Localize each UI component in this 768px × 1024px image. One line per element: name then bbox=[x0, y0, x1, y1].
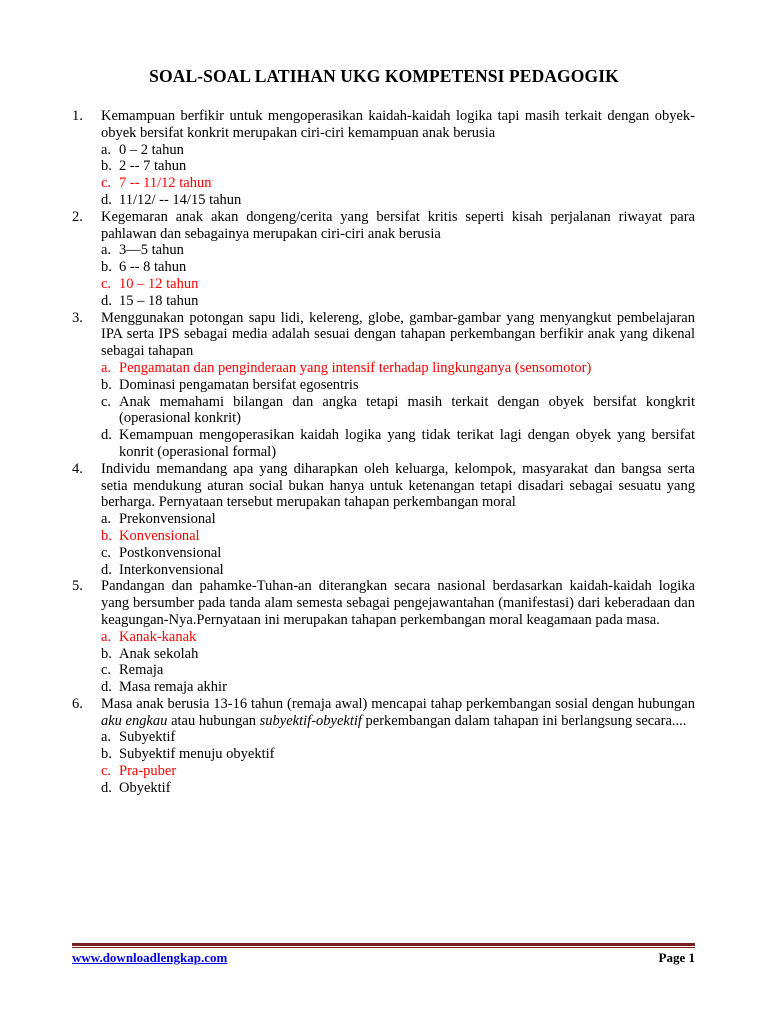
option-letter: b. bbox=[101, 158, 112, 175]
option-letter: c. bbox=[101, 662, 112, 679]
option-letter: b. bbox=[101, 645, 112, 662]
option-text: 2 -- 7 tahun bbox=[119, 158, 187, 175]
answer-option bbox=[101, 394, 695, 428]
option-letter: b. bbox=[101, 376, 112, 393]
question-text-part: perkembangan dalam tahapan ini berlangsung secara.... bbox=[361, 712, 687, 729]
question-item bbox=[72, 108, 695, 209]
answer-option bbox=[101, 679, 695, 696]
answer-option bbox=[101, 746, 695, 763]
option-text: 15 – 18 tahun bbox=[119, 292, 199, 309]
option-text: 10 – 12 tahun bbox=[119, 275, 199, 292]
question-item bbox=[72, 696, 695, 797]
question-number: 2. bbox=[72, 208, 83, 225]
option-letter: c. bbox=[101, 544, 112, 561]
option-text: Pengamatan dan penginderaan yang intensif terhadap lingkunganya (sensomotor) bbox=[119, 359, 592, 376]
option-letter: a. bbox=[101, 628, 112, 645]
option-text: 11/12/ -- 14/15 tahun bbox=[119, 191, 242, 208]
option-text: Pra-puber bbox=[119, 763, 177, 780]
question-text: Menggunakan potongan sapu lidi, kelereng, globe, gambar-gambar yang menyangkut pembelajaran IPA serta IPS sebagai media adalah sesuai dengan tahapan perkembangan berfikir anak yang dikenal sebagai tahapan bbox=[101, 309, 695, 360]
option-letter: a. bbox=[101, 242, 112, 259]
footer-divider bbox=[72, 943, 695, 946]
option-letter: a. bbox=[101, 141, 112, 158]
answer-option-correct bbox=[101, 276, 695, 293]
answer-option bbox=[101, 511, 695, 528]
question-item bbox=[72, 578, 695, 696]
option-text: Obyektif bbox=[119, 779, 171, 796]
option-text: Remaja bbox=[119, 662, 164, 679]
answer-option-correct bbox=[101, 629, 695, 646]
answer-option bbox=[101, 562, 695, 579]
option-letter: a. bbox=[101, 359, 112, 376]
option-text: 6 -- 8 tahun bbox=[119, 259, 187, 276]
option-text: Dominasi pengamatan bersifat egosentris bbox=[119, 376, 359, 393]
question-text: Individu memandang apa yang diharapkan oleh keluarga, kelompok, masyarakat dan bangsa serta setia mendukung aturan social bukan hanya untuk ketenangan tetapi disadari sebagai sesuatu yang berharga. Pernyataan tersebut merupakan tahapan perkembangan moral bbox=[101, 460, 695, 511]
answer-option-correct bbox=[101, 763, 695, 780]
question-number: 6. bbox=[72, 695, 83, 712]
question-text: Pandangan dan pahamke-Tuhan-an diterangkan secara nasional berdasarkan kaidah-kaidah logika yang bersumber pada tanda alam semesta sebagai pengejawantahan (manifestasi) dari keberadaan dan keagungan-Nya.Pernyataan ini merupakan tahapan perkembangan moral keagamaan pada masa. bbox=[101, 578, 695, 628]
option-letter: c. bbox=[101, 393, 112, 410]
answer-option bbox=[101, 242, 695, 259]
option-letter: a. bbox=[101, 729, 112, 746]
footer-website-link[interactable]: www.downloadlengkap.com bbox=[72, 950, 228, 965]
answer-option bbox=[101, 377, 695, 394]
option-text: Subyektif bbox=[119, 729, 176, 746]
answer-option bbox=[101, 662, 695, 679]
option-text: Subyektif menuju obyektif bbox=[119, 746, 275, 763]
question-text-italic: subyektif-obyektif bbox=[259, 712, 362, 729]
option-text: Konvensional bbox=[119, 527, 200, 544]
answer-option bbox=[101, 293, 695, 310]
footer-divider-thin bbox=[72, 947, 695, 948]
question-text-part: Masa anak berusia 13-16 tahun (remaja awal) mencapai tahap perkembangan sosial dengan hubungan bbox=[101, 695, 695, 712]
option-text: Interkonvensional bbox=[119, 561, 224, 578]
option-letter: a. bbox=[101, 511, 112, 528]
option-letter: d. bbox=[101, 427, 112, 444]
question-text: Kegemaran anak akan dongeng/cerita yang bersifat kritis seperti kisah perjalanan riwayat para pahlawan dan sebagainya merupakan ciri-ciri anak berusia bbox=[101, 208, 695, 242]
option-text: Prekonvensional bbox=[119, 511, 216, 528]
answer-option bbox=[101, 729, 695, 746]
question-number: 4. bbox=[72, 460, 83, 477]
option-letter: b. bbox=[101, 259, 112, 276]
answer-option bbox=[101, 427, 695, 461]
answer-option-correct bbox=[101, 175, 695, 192]
option-letter: d. bbox=[101, 292, 112, 309]
option-text: Masa remaja akhir bbox=[119, 679, 227, 696]
question-item bbox=[72, 461, 695, 579]
page-title: SOAL-SOAL LATIHAN UKG KOMPETENSI PEDAGOGIK bbox=[149, 66, 619, 86]
option-letter: c. bbox=[101, 763, 112, 780]
answer-option bbox=[101, 259, 695, 276]
answer-option bbox=[101, 545, 695, 562]
option-letter: b. bbox=[101, 527, 112, 544]
question-number: 5. bbox=[72, 578, 83, 595]
option-letter: c. bbox=[101, 175, 112, 192]
option-text: Anak memahami bilangan dan angka tetapi masih terkait dengan obyek bersifat kongkrit (operasional konkrit) bbox=[119, 393, 695, 427]
answer-option bbox=[101, 142, 695, 159]
option-letter: d. bbox=[101, 191, 112, 208]
question-list bbox=[72, 108, 695, 797]
question-text-italic: aku engkau bbox=[101, 712, 168, 729]
option-text: Kemampuan mengoperasikan kaidah logika yang tidak terikat lagi dengan obyek yang bersifat konrit (operasional formal) bbox=[119, 427, 695, 460]
option-text: Postkonvensional bbox=[119, 544, 222, 561]
question-number: 1. bbox=[72, 108, 83, 124]
page-number: Page 1 bbox=[658, 950, 695, 965]
option-letter: d. bbox=[101, 679, 112, 696]
answer-option-correct bbox=[101, 360, 695, 377]
answer-option bbox=[101, 780, 695, 797]
answer-option bbox=[101, 646, 695, 663]
answer-option bbox=[101, 158, 695, 175]
question-number: 3. bbox=[72, 309, 83, 326]
option-letter: b. bbox=[101, 746, 112, 763]
question-item bbox=[72, 310, 695, 461]
question-text: Kemampuan berfikir untuk mengoperasikan kaidah-kaidah logika tapi masih terkait dengan obyek-obyek bersifat konkrit merupakan ciri-ciri kemampuan anak berusia bbox=[101, 108, 695, 141]
option-text: 0 – 2 tahun bbox=[119, 141, 184, 158]
question-text-part: atau hubungan bbox=[167, 712, 260, 729]
question-item bbox=[72, 209, 695, 310]
option-text: 3—5 tahun bbox=[119, 242, 184, 259]
option-text: Kanak-kanak bbox=[119, 628, 197, 645]
option-text: 7 -- 11/12 tahun bbox=[119, 175, 212, 192]
option-letter: c. bbox=[101, 275, 112, 292]
answer-option bbox=[101, 192, 695, 209]
option-letter: d. bbox=[101, 779, 112, 796]
question-text bbox=[101, 696, 695, 730]
option-text: Anak sekolah bbox=[119, 645, 199, 662]
option-letter: d. bbox=[101, 561, 112, 578]
answer-option-correct bbox=[101, 528, 695, 545]
